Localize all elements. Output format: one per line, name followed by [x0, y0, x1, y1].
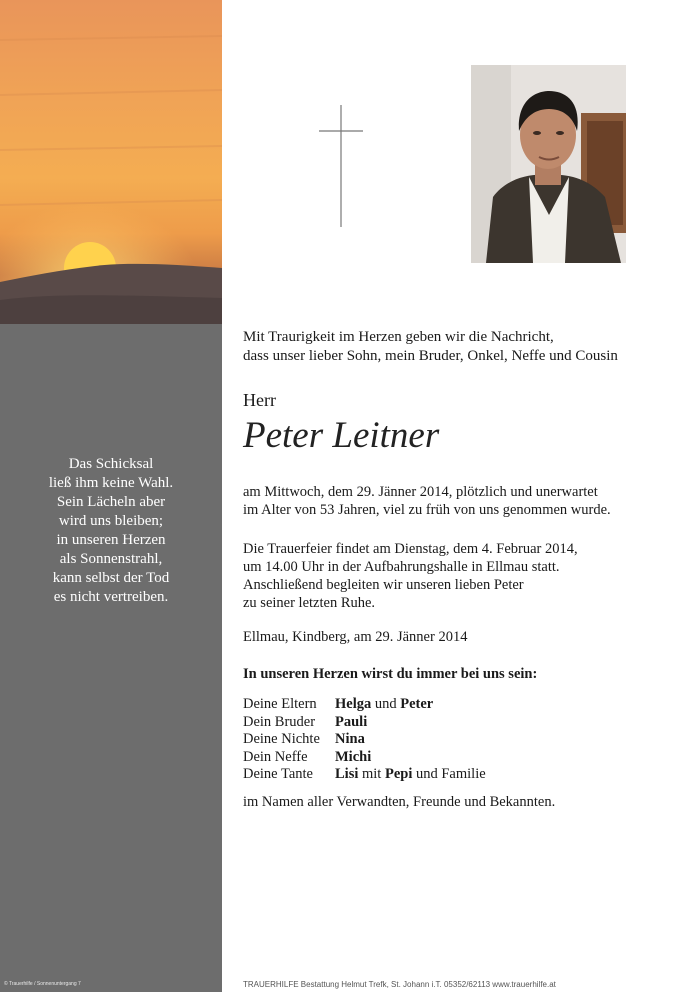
family-relation: Deine Tante	[243, 766, 313, 782]
funeral-line: zu seiner letzten Ruhe.	[243, 595, 376, 611]
poem-line: als Sonnenstrahl,	[59, 551, 163, 567]
poem-line: wird uns bleiben;	[58, 513, 164, 529]
closing-line: im Namen aller Verwandten, Freunde und Bekannten.	[243, 794, 556, 810]
intro-text	[243, 328, 618, 366]
funeral-line: Die Trauerfeier findet am Dienstag, dem 4. Februar 2014,	[243, 541, 578, 557]
poem	[0, 455, 222, 607]
family-row	[243, 714, 486, 732]
poem-line: Das Schicksal	[68, 456, 154, 472]
funeral-line: um 14.00 Uhr in der Aufbahrungshalle in Ellmau statt.	[243, 559, 560, 575]
family-joiner: mit	[358, 766, 385, 782]
memorial-heading: In unseren Herzen wirst du immer bei uns sein:	[243, 666, 538, 682]
family-names	[335, 749, 371, 767]
family-name: Pauli	[335, 713, 368, 730]
family-row	[243, 766, 486, 784]
family-name: Helga	[335, 696, 372, 712]
family-relation: Deine Nichte	[243, 731, 320, 747]
poem-line: in unseren Herzen	[56, 532, 166, 548]
intro-line: dass unser lieber Sohn, mein Bruder, Onkel, Neffe und Cousin	[243, 348, 618, 364]
family-list	[243, 696, 486, 784]
family-name: Lisi	[335, 766, 359, 782]
family-names	[335, 696, 433, 714]
footer-imprint: TRAUERHILFE Bestattung Helmut Trefk, St. Johann i.T. 05352/62113 www.trauerhilfe.at	[243, 980, 556, 989]
death-line: im Alter von 53 Jahren, viel zu früh von uns genommen wurde.	[243, 502, 611, 518]
poem-line: ließ ihm keine Wahl.	[48, 475, 174, 491]
family-relation: Dein Bruder	[243, 713, 316, 730]
image-credit: © Trauerhilfe / Sonnenuntergang 7	[4, 981, 81, 987]
family-name: Michi	[335, 748, 372, 765]
funeral-info	[243, 540, 578, 612]
family-name: Peter	[400, 696, 434, 712]
family-relation: Dein Neffe	[243, 748, 308, 765]
death-line: am Mittwoch, dem 29. Jänner 2014, plötzlich und unerwartet	[243, 484, 598, 500]
deceased-name: Peter Leitner	[243, 415, 440, 456]
family-joiner: und	[371, 696, 401, 712]
poem-line: kann selbst der Tod	[52, 570, 170, 586]
family-row	[243, 731, 486, 749]
intro-line: Mit Traurigkeit im Herzen geben wir die Nachricht,	[243, 329, 554, 345]
family-relation: Deine Eltern	[243, 696, 317, 712]
family-tail: und Familie	[412, 766, 486, 782]
poem-line: Sein Lächeln aber	[56, 494, 166, 510]
family-names	[335, 766, 486, 784]
family-name: Pepi	[384, 766, 413, 782]
cross-icon	[318, 103, 364, 229]
family-names	[335, 714, 367, 732]
portrait-photo	[471, 65, 626, 263]
death-notice	[243, 483, 611, 519]
family-names	[335, 731, 365, 749]
salutation: Herr	[243, 390, 276, 410]
funeral-line: Anschließend begleiten wir unseren lieben Peter	[243, 577, 524, 593]
sunset-image	[0, 0, 222, 324]
family-row	[243, 749, 486, 767]
family-name: Nina	[335, 731, 365, 747]
poem-line: es nicht vertreiben.	[53, 589, 169, 605]
place-date: Ellmau, Kindberg, am 29. Jänner 2014	[243, 629, 468, 645]
sidebar	[0, 0, 222, 992]
family-row	[243, 696, 486, 714]
